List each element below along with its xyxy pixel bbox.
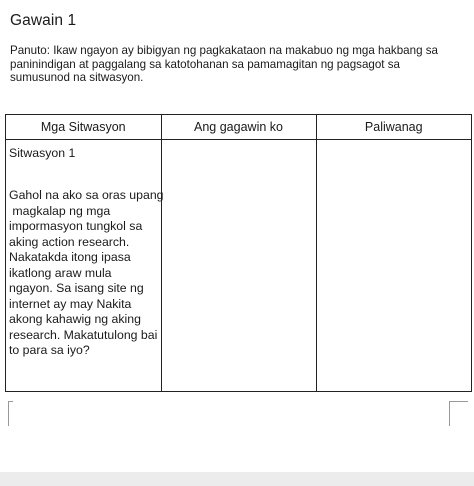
page-corner-mark-left bbox=[8, 401, 13, 426]
situation-line: ngayon. Sa isang site ng bbox=[9, 281, 144, 295]
header-paliwanag: Paliwanag bbox=[316, 115, 471, 140]
instructions-line: Panuto: Ikaw ngayon ay bibigyan ng pagkakataon na makabuo ng mga hakbang sa bbox=[10, 44, 438, 57]
situation-line: Nakatakda itong ipasa bbox=[9, 250, 131, 264]
situation-line: to para sa iyo? bbox=[9, 343, 90, 357]
answer-cell-gagawin[interactable] bbox=[161, 140, 316, 392]
situation-text bbox=[6, 160, 164, 359]
situation-line: research. Makatutulong bai bbox=[9, 327, 158, 342]
situation-line: internet ay may Nakita bbox=[9, 296, 132, 311]
activity-table bbox=[5, 114, 472, 392]
situation-label: Sitwasyon 1 bbox=[9, 146, 76, 160]
situation-line: magkalap ng mga bbox=[9, 203, 111, 218]
page-corner-mark-right bbox=[449, 401, 468, 426]
table-header-row bbox=[6, 115, 471, 140]
instructions-line: paninindigan at paggalang sa katotohanan sa pamamagitan ng pagsagot sa bbox=[10, 57, 400, 71]
page-footer-strip bbox=[0, 472, 474, 486]
situation-line: Gahol na ako sa oras upang bbox=[9, 188, 164, 202]
situation-line: aking action research. bbox=[9, 234, 130, 249]
situation-cell bbox=[6, 140, 164, 392]
situation-line: akong kahawig ng aking bbox=[9, 312, 141, 326]
header-mga-sitwasyon: Mga Sitwasyon bbox=[6, 115, 161, 140]
table-row bbox=[6, 140, 471, 392]
header-ang-gagawin-ko: Ang gagawin ko bbox=[161, 115, 316, 140]
page-title: Gawain 1 bbox=[10, 12, 77, 29]
instructions-line: sumusunod na sitwasyon. bbox=[10, 71, 144, 85]
situation-line: impormasyon tungkol sa bbox=[9, 219, 143, 233]
instructions-paragraph bbox=[10, 44, 470, 85]
answer-cell-paliwanag[interactable] bbox=[316, 140, 471, 392]
situation-line: ikatlong araw mula bbox=[9, 265, 112, 280]
